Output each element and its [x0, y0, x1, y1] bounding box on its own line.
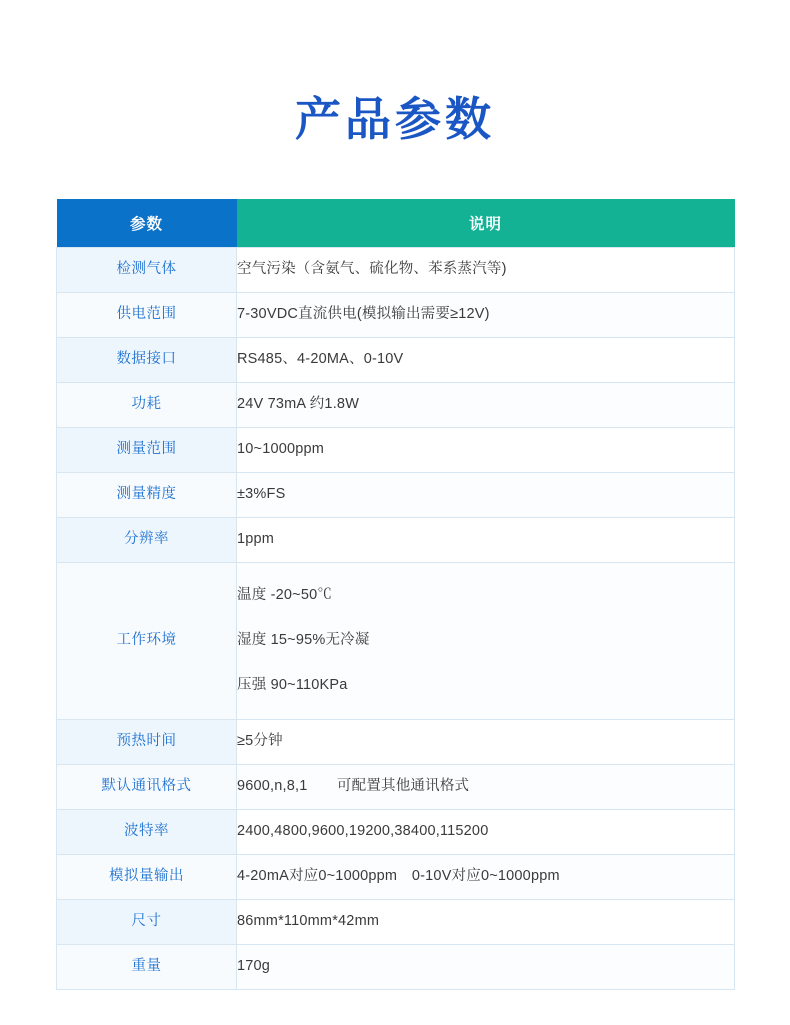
- table-row: [57, 472, 735, 517]
- row-value: 24V 73mA 约1.8W: [237, 382, 735, 427]
- table-row: [57, 337, 735, 382]
- row-value: 2400,4800,9600,19200,38400,115200: [237, 809, 735, 854]
- table-row: [57, 854, 735, 899]
- row-value: RS485、4-20MA、0-10V: [237, 337, 735, 382]
- row-value: ±3%FS: [237, 472, 735, 517]
- page-title: 产品参数: [295, 92, 495, 145]
- row-value: 1ppm: [237, 517, 735, 562]
- table-body: [57, 247, 735, 989]
- row-key: 供电范围: [57, 292, 237, 337]
- row-value-line: 湿度 15~95%无冷凝: [237, 632, 370, 649]
- row-key: 预热时间: [57, 719, 237, 764]
- table-header-row: [57, 199, 735, 248]
- table-row: [57, 517, 735, 562]
- product-parameters-page: [0, 31, 790, 1025]
- table-row: [57, 427, 735, 472]
- row-value: 170g: [237, 944, 735, 989]
- row-value: ≥5分钟: [237, 719, 735, 764]
- row-key: 默认通讯格式: [57, 764, 237, 809]
- row-key: 数据接口: [57, 337, 237, 382]
- row-value: 空气污染（含氨气、硫化物、苯系蒸汽等): [237, 247, 735, 292]
- row-key: 工作环境: [57, 562, 237, 719]
- table-row: [57, 764, 735, 809]
- row-key: 测量范围: [57, 427, 237, 472]
- table-row: [57, 719, 735, 764]
- row-value: 9600,n,8,1 可配置其他通讯格式: [237, 764, 735, 809]
- row-value: 4-20mA对应0~1000ppm 0-10V对应0~1000ppm: [237, 854, 735, 899]
- row-value: 10~1000ppm: [237, 427, 735, 472]
- column-header-desc: 说明: [237, 199, 735, 248]
- table-row: [57, 247, 735, 292]
- row-value-line: 压强 90~110KPa: [237, 677, 348, 694]
- table-row: [57, 944, 735, 989]
- table-row: [57, 899, 735, 944]
- row-key: 检测气体: [57, 247, 237, 292]
- table-row-environment: [57, 562, 735, 719]
- parameters-table: [56, 199, 735, 990]
- row-key: 功耗: [57, 382, 237, 427]
- row-value: 7-30VDC直流供电(模拟输出需要≥12V): [237, 292, 735, 337]
- row-key: 模拟量输出: [57, 854, 237, 899]
- row-key: 分辨率: [57, 517, 237, 562]
- row-key: 尺寸: [57, 899, 237, 944]
- parameters-table-container: [56, 199, 734, 990]
- row-value: [237, 562, 735, 719]
- table-row: [57, 809, 735, 854]
- row-key: 重量: [57, 944, 237, 989]
- row-value: 86mm*110mm*42mm: [237, 899, 735, 944]
- column-header-param: 参数: [57, 199, 237, 248]
- table-row: [57, 382, 735, 427]
- row-key: 波特率: [57, 809, 237, 854]
- table-row: [57, 292, 735, 337]
- row-key: 测量精度: [57, 472, 237, 517]
- row-value-line: 温度 -20~50℃: [237, 586, 333, 603]
- table-header: [57, 199, 735, 248]
